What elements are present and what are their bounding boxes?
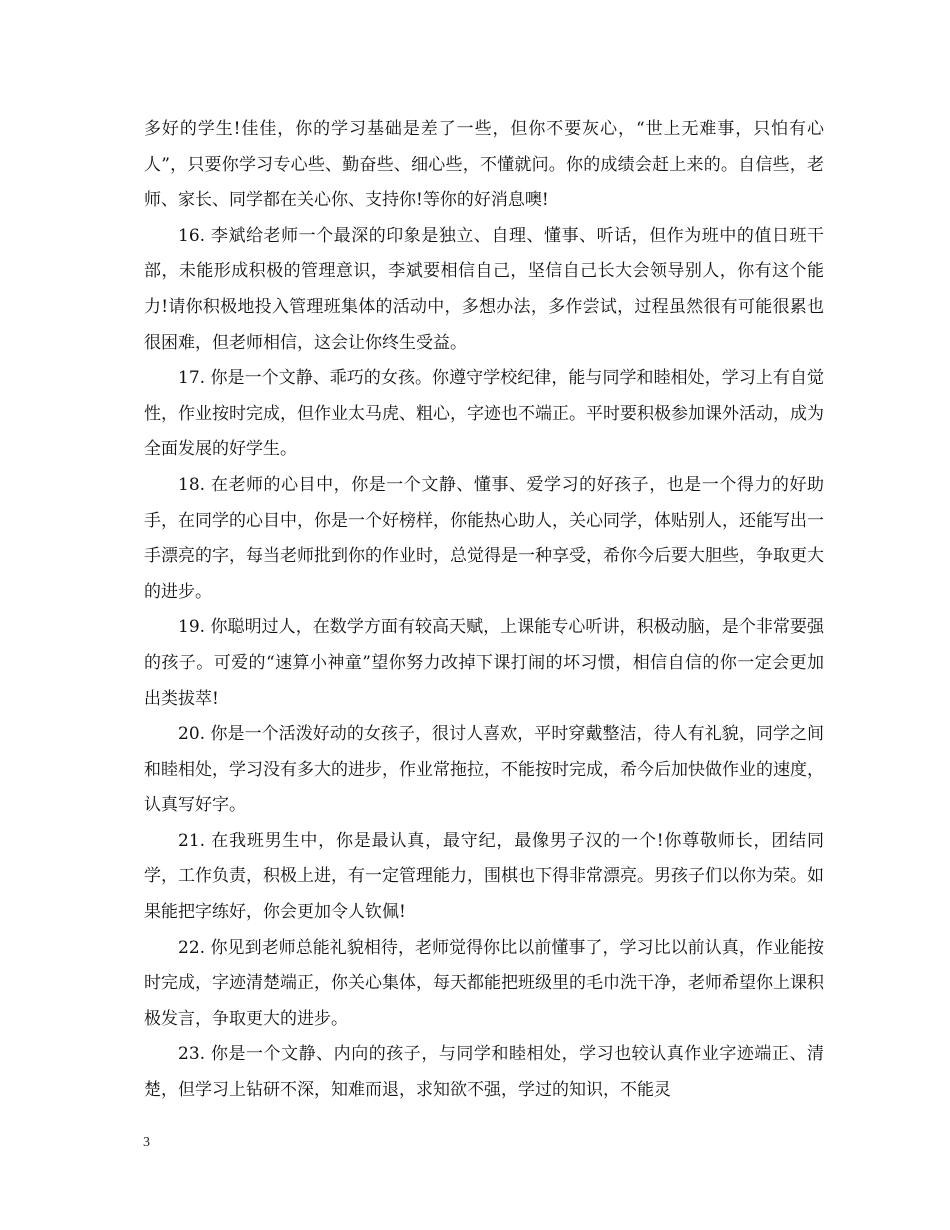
page-number: 3 xyxy=(143,1135,150,1150)
document-body xyxy=(144,112,824,1109)
paragraph-16: 16. 李斌给老师一个最深的印象是独立、自理、懂事、听话，但作为班中的值日班干部，未能形成积极的管理意识，李斌要相信自己，坚信自己长大会领导别人，你有这个能力!请你积极地投入管理班集体的活动中，多想办法，多作尝试，过程虽然很有可能很累也很困难，但老师相信，这会让你终生受益。 xyxy=(144,225,824,353)
paragraph-20: 20. 你是一个活泼好动的女孩子，很讨人喜欢，平时穿戴整洁，待人有礼貌，同学之间和睦相处，学习没有多大的进步，作业常拖拉，不能按时完成，希今后加快做作业的速度，认真写好字。 xyxy=(144,724,824,816)
paragraph-continued: 多好的学生!佳佳，你的学习基础是差了一些，但你不要灰心，“世上无难事，只怕有心人”，只要你学习专心些、勤奋些、细心些，不懂就问。你的成绩会赶上来的。自信些，老师、家长、同学都在关心你、支持你!等你的好消息噢! xyxy=(144,119,824,211)
paragraph-22: 22. 你见到老师总能礼貌相待，老师觉得你比以前懂事了，学习比以前认真，作业能按时完成，字迹清楚端正，你关心集体，每天都能把班级里的毛巾洗干净，老师希望你上课积极发言，争取更大的进步。 xyxy=(144,937,824,1029)
paragraph-23: 23. 你是一个文静、内向的孩子，与同学和睦相处，学习也较认真作业字迹端正、清楚，但学习上钻研不深，知难而退，求知欲不强，学过的知识，不能灵 xyxy=(144,1044,824,1101)
paragraph-18: 18. 在老师的心目中，你是一个文静、懂事、爱学习的好孩子，也是一个得力的好助手，在同学的心目中，你是一个好榜样，你能热心助人，关心同学，体贴别人，还能写出一手漂亮的字，每当老师批到你的作业时，总觉得是一种享受，希你今后要大胆些，争取更大的进步。 xyxy=(144,474,824,602)
paragraph-19: 19. 你聪明过人，在数学方面有较高天赋，上课能专心听讲，积极动脑，是个非常要强的孩子。可爱的“速算小神童”望你努力改掉下课打闹的坏习惯，相信自信的你一定会更加出类拔萃! xyxy=(144,617,824,709)
paragraph-17: 17. 你是一个文静、乖巧的女孩。你遵守学校纪律，能与同学和睦相处，学习上有自觉性，作业按时完成，但作业太马虎、粗心，字迹也不端正。平时要积极参加课外活动，成为全面发展的好学生。 xyxy=(144,368,824,460)
paragraph-21: 21. 在我班男生中，你是最认真，最守纪，最像男子汉的一个!你尊敬师长，团结同学，工作负责，积极上进，有一定管理能力，围棋也下得非常漂亮。男孩子们以你为荣。如果能把字练好，你会更加令人钦佩! xyxy=(144,830,824,923)
